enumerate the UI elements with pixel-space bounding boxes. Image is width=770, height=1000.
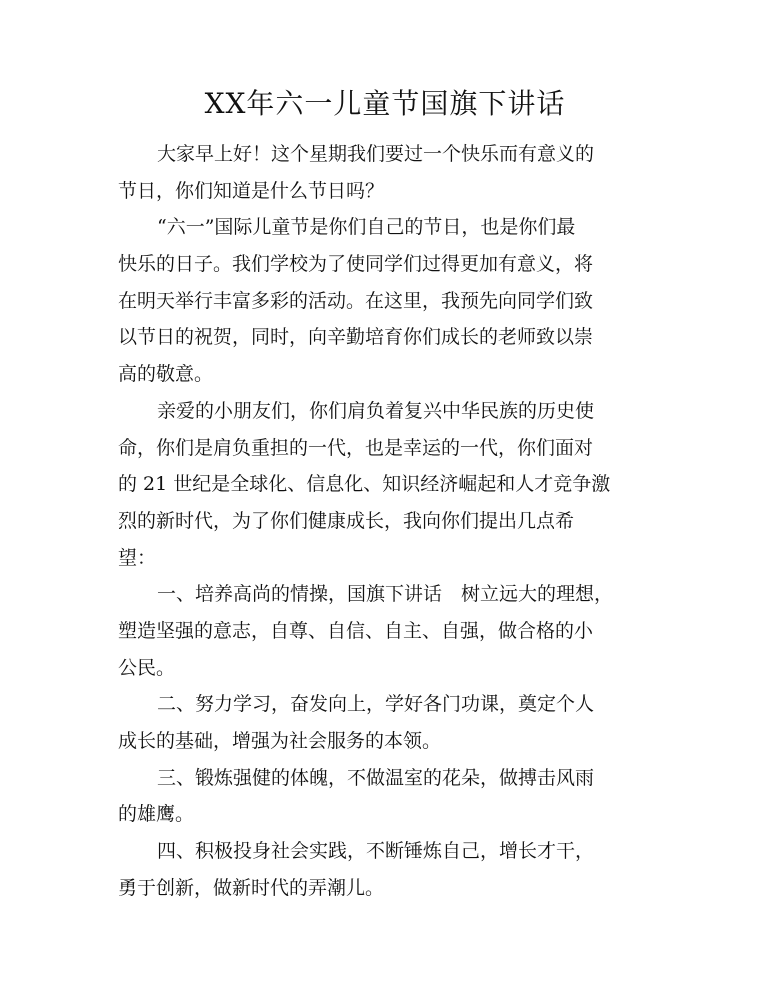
paragraph-3-line-3: 的 21 世纪是全球化、信息化、知识经济崛起和人才竞争激 [118, 473, 611, 496]
paragraph-2-line-4: 以节日的祝贺，同时，向辛勤培育你们成长的老师致以崇 [118, 326, 594, 349]
paragraph-2-line-1: “六一”国际儿童节是你们自己的节日，也是你们最 [157, 216, 576, 239]
paragraph-4-line-1: 一、培养高尚的情操，国旗下讲话 树立远大的理想， [157, 583, 614, 606]
paragraph-2-line-3: 在明天举行丰富多彩的活动。在这里，我预先向同学们致 [118, 289, 594, 312]
document-title: XX年六一儿童节国旗下讲话 [204, 87, 566, 120]
paragraph-1-line-1: 大家早上好！这个星期我们要过一个快乐而有意义的 [157, 143, 595, 165]
paragraph-4-line-2: 塑造坚强的意志，自尊、自信、自主、自强，做合格的小 [118, 619, 594, 642]
paragraph-7-line-2: 勇于创新，做新时代的弄潮儿。 [118, 876, 385, 899]
paragraph-3-line-5: 望： [118, 546, 157, 569]
document-body [118, 136, 648, 906]
paragraph-3-line-2: 命，你们是肩负重担的一代，也是幸运的一代，你们面对 [118, 436, 594, 459]
paragraph-5-line-2: 成长的基础，增强为社会服务的本领。 [118, 730, 442, 752]
paragraph-5-line-1: 二、努力学习，奋发向上，学好各门功课，奠定个人 [157, 693, 595, 716]
paragraph-6-line-1: 三、锻炼强健的体魄，不做温室的花朵，做搏击风雨 [157, 766, 595, 789]
paragraph-1-line-2: 节日，你们知道是什么节日吗？ [118, 179, 385, 202]
paragraph-2-line-5: 高的敬意。 [118, 363, 214, 386]
paragraph-4-line-3: 公民。 [118, 656, 176, 679]
paragraph-3-line-4: 烈的新时代，为了你们健康成长，我向你们提出几点希 [118, 509, 575, 532]
paragraph-6-line-2: 的雄鹰。 [118, 803, 195, 826]
paragraph-7-line-1: 四、积极投身社会实践，不断锤炼自己，增长才干， [157, 840, 595, 863]
paragraph-2-line-2: 快乐的日子。我们学校为了使同学们过得更加有意义，将 [118, 253, 594, 276]
paragraph-3-line-1: 亲爱的小朋友们，你们肩负着复兴中华民族的历史使 [157, 399, 595, 422]
